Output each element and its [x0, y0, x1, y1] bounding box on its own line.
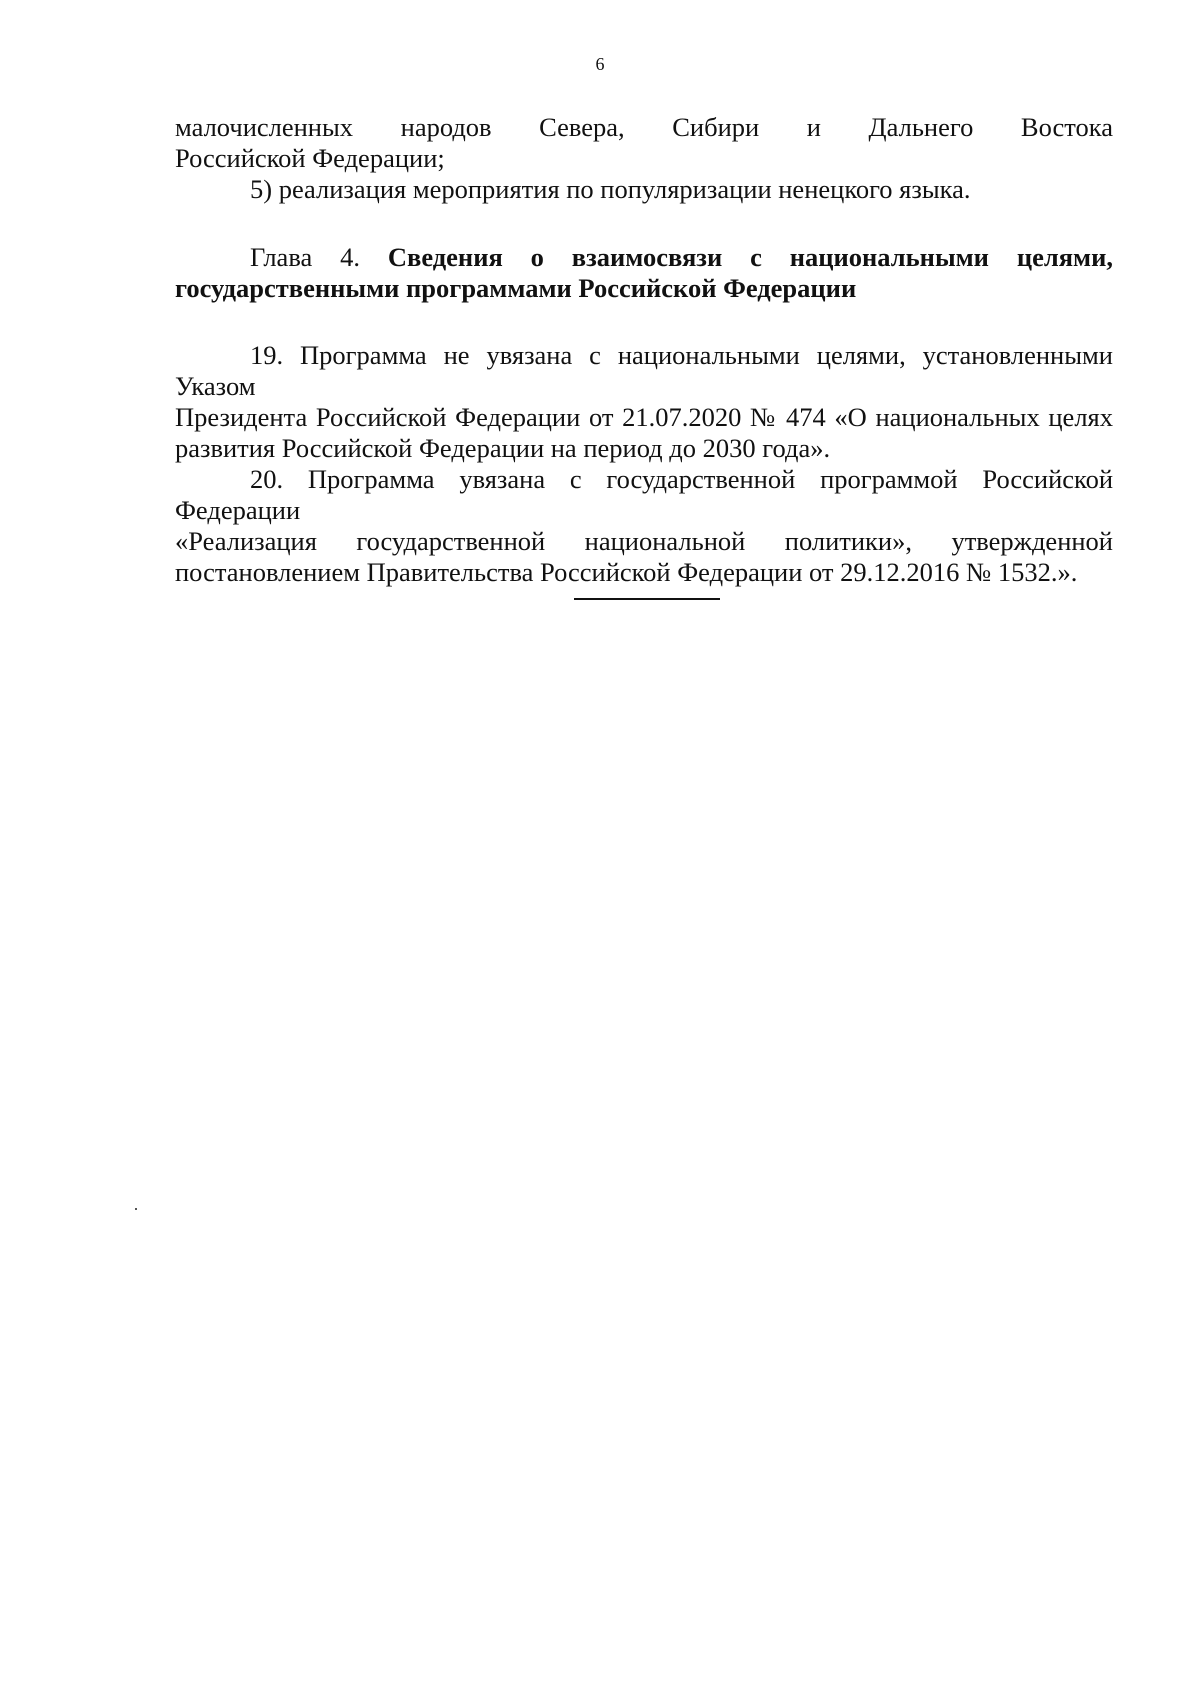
paragraph-20 — [175, 464, 1113, 588]
paragraph-19-line-2: Президента Российской Федерации от 21.07.2020 № 474 «О национальных целях — [175, 402, 1113, 432]
list-item-5: 5) реализация мероприятия по популяризации ненецкого языка. — [250, 174, 971, 204]
paragraph-19-line-1: 19. Программа не увязана с национальными целями, установленными Указом — [175, 340, 1113, 401]
continuation-line-2: Российской Федерации; — [175, 143, 445, 173]
continuation-line-1: малочисленных народов Севера, Сибири и Дальнего Востока — [175, 112, 1113, 142]
chapter-heading — [175, 242, 1113, 304]
page-number: 6 — [595, 54, 605, 74]
paragraph-20-line-1: 20. Программа увязана с государственной программой Российской Федерации — [175, 464, 1113, 525]
paragraph-20-line-3: постановлением Правительства Российской Федерации от 29.12.2016 № 1532.». — [175, 557, 1078, 587]
chapter-prefix: Глава 4. — [250, 242, 360, 272]
chapter-title-line-1: Сведения о взаимосвязи с национальными целями, — [387, 242, 1114, 272]
paragraph-19 — [175, 340, 1113, 464]
paragraph-19-line-3: развития Российской Федерации на период до 2030 года». — [175, 433, 831, 463]
scan-speck — [135, 1208, 137, 1210]
document-body — [175, 112, 1113, 588]
closing-divider — [574, 598, 720, 600]
chapter-title-line-2: государственными программами Российской Федерации — [175, 273, 857, 303]
chapter-heading-line-1 — [175, 242, 1113, 273]
paragraph-20-line-2: «Реализация государственной национальной политики», утвержденной — [175, 526, 1113, 556]
